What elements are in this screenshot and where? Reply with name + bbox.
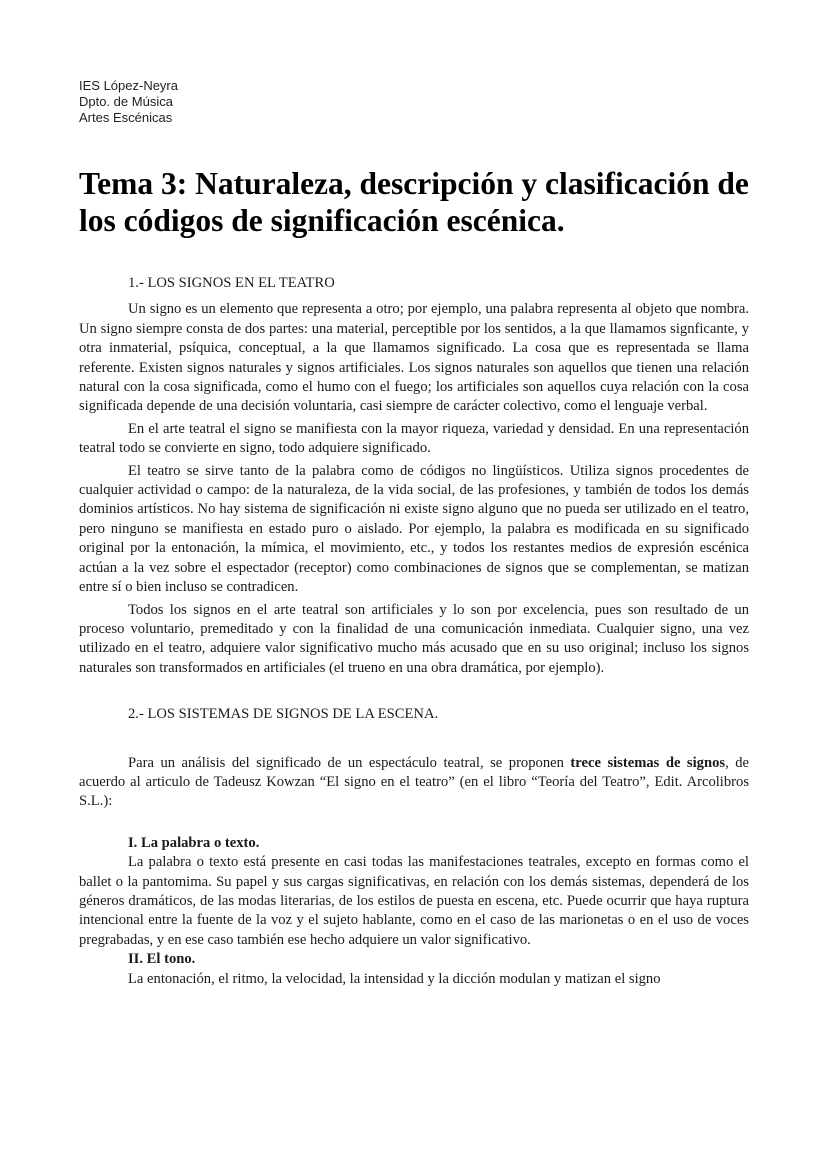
section2-heading: 2.- LOS SISTEMAS DE SIGNOS DE LA ESCENA.	[128, 706, 439, 723]
section2-intro	[79, 754, 749, 812]
section1-heading: 1.- LOS SIGNOS EN EL TEATRO	[128, 275, 335, 291]
section1-paragraph: Todos los signos en el arte teatral son artificiales y lo son por excelencia, pues son resultado de un proceso voluntario, premeditado y con la finalidad de una comunicación inmediata. Cualquier signo, una vez utilizado en el teatro, adquiere valor significativo mucho más acusado que en su uso original; incluso los signos naturales son transformados en artificiales (el trueno en una obra dramática, por ejemplo).	[79, 601, 749, 676]
subsection-text: La palabra o texto está presente en casi todas las manifestaciones teatrales, excepto en formas como el ballet o la pantomima. Su papel y sus cargas significativas, en relación con los demás sistemas, dependerá de los géneros dramáticos, de las modas literarias, de los estilos de puesta en escena, etc. Puede ocurrir que haya ruptura intencional entre la fuente de la voz y el sujeto hablante, como en el caso de las marionetas o en el uso de voces pregrabadas, y en ese caso también ese hecho adquiere un valor significativo.	[79, 854, 749, 948]
document-header	[79, 78, 178, 126]
section1-paragraph: El teatro se sirve tanto de la palabra como de códigos no lingüísticos. Utiliza signos procedentes de cualquier actividad o campo: de la naturaleza, de la vida social, de las profesiones, y también de todos los demás dominios artísticos. No hay sistema de significación ni existe signo alguno que no pueda ser utilizado en el teatro, pero ninguno se manifiesta en estado puro o aislado. Por ejemplo, la palabra es modificada en su significado original por la entonación, la mímica, el movimiento, etc., y todos los restantes medios de expresión escénica actúan a la vez sobre el espectador (receptor) como combinaciones de signos que se complementan, se matizan entre sí o bien incluso se contradicen.	[79, 462, 749, 596]
subsection-text: La entonación, el ritmo, la velocidad, la intensidad y la dicción modulan y matizan el signo	[128, 970, 661, 987]
header-school: IES López-Neyra	[79, 78, 178, 93]
section1-paragraph: En el arte teatral el signo se manifiesta con la mayor riqueza, variedad y densidad. En una representación teatral todo se convierte en signo, todo adquiere significado.	[79, 420, 749, 457]
subsection-title: II. El tono.	[128, 951, 196, 968]
intro-text-end: , de acuerdo al articulo de Tadeusz Kowzan “El signo en el teatro” (en el libro “Teoría del Teatro”, Edit. Arcolibros S.L.):	[79, 754, 749, 810]
page-title: Tema 3: Naturaleza, descripción y clasificación de los códigos de significación escénica.	[79, 166, 749, 238]
intro-emphasis: trece sistemas de signos	[570, 754, 726, 771]
section1-paragraph: Un signo es un elemento que representa a otro; por ejemplo, una palabra representa al objeto que nombra. Un signo siempre consta de dos partes: una material, perceptible por los sentidos, a la que llamamos signficante, y otra inmaterial, psíquica, conceptual, a la que llamamos significado. La cosa que es representada se llama referente. Existen signos naturales y signos artificiales. Los signos naturales son aquellos que tienen una relación natural con la cosa significada, como el humo con el fuego; los artificiales son aquellos cuya relación con la cosa significada depende de una decisión voluntaria, casi siempre de carácter colectivo, como el lenguaje verbal.	[79, 301, 749, 415]
subsection-title: I. La palabra o texto.	[128, 834, 260, 851]
header-subject: Artes Escénicas	[79, 110, 173, 125]
intro-text-start: Para un análisis del significado de un espectáculo teatral, se proponen	[128, 754, 571, 771]
header-department: Dpto. de Música	[79, 94, 173, 109]
document-body	[79, 274, 749, 989]
